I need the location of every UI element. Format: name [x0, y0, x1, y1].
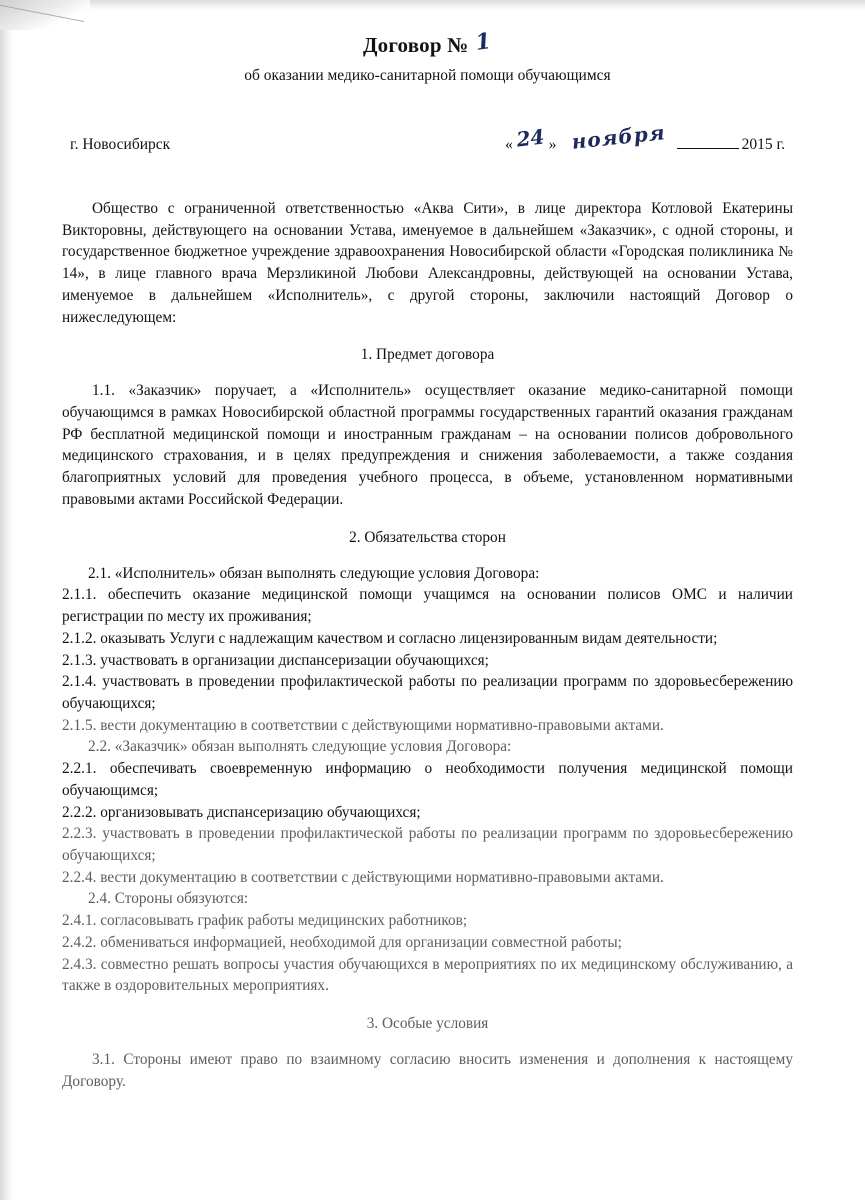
date-quote-open: «	[505, 136, 513, 153]
clause-2-2-3: 2.2.3. участвовать в проведении профилактической работы по реализации программ по здоровьесбережению обучающихся;	[62, 825, 793, 864]
city-label: г. Новосибирск	[70, 136, 171, 153]
handwritten-day: 24	[515, 124, 546, 152]
document-title-text: Договор №	[363, 33, 469, 57]
section-3-heading: 3. Особые условия	[366, 1015, 489, 1032]
preamble-block	[62, 198, 793, 328]
section-2-heading: 2. Обязательства сторон	[349, 528, 506, 546]
clause-3-1: 3.1. Стороны имеют право по взаимному согласию вносить изменения и дополнения к настоящему Договору.	[62, 1051, 793, 1090]
clause-2-2-4: 2.2.4. вести документацию в соответствии с действующими нормативно-правовыми актами.	[62, 868, 664, 886]
section-1-body	[62, 380, 793, 510]
clause-2-4-3: 2.4.3. совместно решать вопросы участия обучающихся в мероприятиях по их медицинскому обслуживанию, а также в оздоровительных мероприятиях.	[62, 955, 793, 995]
date-quote-close: »	[548, 136, 557, 153]
date-blank-underline	[677, 134, 739, 149]
clause-2-4: 2.4. Стороны обязуются:	[88, 890, 249, 908]
clause-2-1-5: 2.1.5. вести документацию в соответствии с действующими нормативно-правовыми актами.	[62, 716, 664, 734]
handwritten-contract-number: 1	[474, 28, 494, 56]
clause-2-1-3: 2.1.3. участвовать в организации диспансеризации обучающихся;	[62, 651, 489, 669]
section-3-body	[62, 1049, 793, 1092]
document-title	[62, 28, 793, 58]
clause-1-1: 1.1. «Заказчик» поручает, а «Исполнитель» осуществляет оказание медико-санитарной помощи обучающимся в рамках Новосибирской областной программы государственных гарантий оказания гражданам РФ бесплатной медицинской помощи и иностранным гражданам – на основании полисов добровольного медицинского страхования, и в целях предупреждения и снижения заболеваемости, а также создания благоприятных условий для проведения учебного процесса, в объеме, установленном нормативными правовыми актами Российской Федерации.	[62, 382, 793, 508]
clause-2-1: 2.1. «Исполнитель» обязан выполнять следующие условия Договора:	[88, 564, 540, 582]
clause-2-1-4: 2.1.4. участвовать в проведении профилактической работы по реализации программ по здоровьесбережению обучающихся;	[62, 673, 793, 712]
clause-2-2-1: 2.2.1. обеспечивать своевременную информацию о необходимости получения медицинской помощи обучающимся;	[62, 760, 793, 799]
clause-2-1-2: 2.1.2. оказывать Услуги с надлежащим качеством и согласно лицензированным видам деятельности;	[62, 629, 718, 647]
section-1-heading: 1. Предмет договора	[360, 346, 495, 364]
clause-2-4-2: 2.4.2. обмениваться информацией, необходимой для организации совместной работы;	[62, 933, 622, 951]
handwritten-month: ноября	[570, 120, 668, 154]
date-year: 2015 г.	[741, 136, 785, 153]
section-2-body	[62, 563, 793, 997]
place-and-date-row	[62, 120, 793, 154]
clause-2-2: 2.2. «Заказчик» обязан выполнять следующие условия Договора:	[88, 738, 512, 756]
clause-2-2-2: 2.2.2. организовывать диспансеризацию обучающихся;	[62, 803, 421, 821]
clause-2-4-1: 2.4.1. согласовывать график работы медицинских работников;	[62, 912, 468, 930]
preamble-paragraph: Общество с ограниченной ответственностью «Аква Сити», в лице директора Котловой Екатерины Викторовны, действующего на основании Устава, именуемое в дальнейшем «Заказчик», с одной стороны, и государственное бюджетное учреждение здравоохранения Новосибирской области «Городская поликлиника № 14», в лице главного врача Мерзликиной Любови Александровны, действующей на основании Устава, именуемое в дальнейшем «Исполнитель», с другой стороны, заключили настоящий Договор о нижеследующем:	[62, 200, 793, 326]
clause-2-1-1: 2.1.1. обеспечить оказание медицинской помощи учащимся на основании полисов ОМС и наличии регистрации по месту их проживания;	[62, 586, 793, 626]
date-line	[505, 120, 793, 154]
document-subtitle: об оказании медико-санитарной помощи обучающимся	[244, 67, 611, 84]
